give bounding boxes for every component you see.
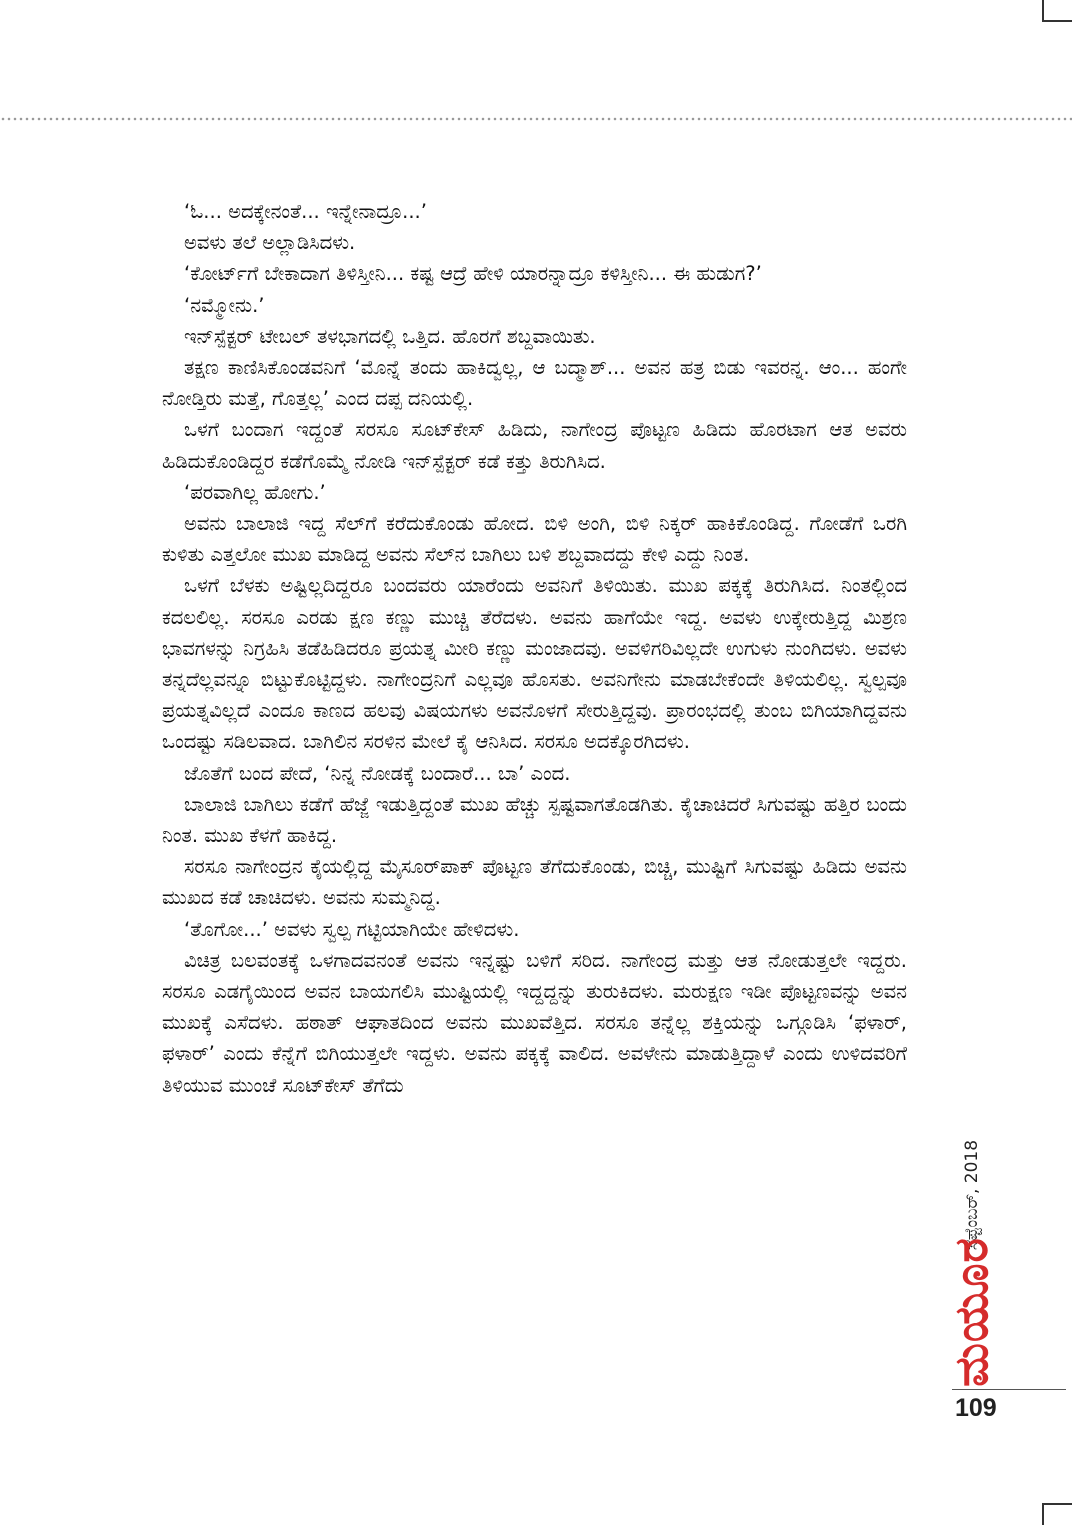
issue-date: ಸೆಪ್ಟೆಂಬರ್, 2018 <box>962 1139 982 1251</box>
paragraph: ಅವನು ಬಾಲಾಜಿ ಇದ್ದ ಸೆಲ್‌ಗೆ ಕರೆದುಕೊಂಡು ಹೋದ. ಬಿಳಿ ಅಂಗಿ, ಬಿಳಿ ನಿಕ್ಕರ್ ಹಾಕಿಕೊಂಡಿದ್ದ. ಗೋಡೆಗೆ ಒರಗಿ ಕುಳಿತು ಎತ್ತಲೋ ಮುಖ ಮಾಡಿದ್ದ ಅವನು ಸೆಲ್‌ನ ಬಾಗಿಲು ಬಳಿ ಶಬ್ದವಾದದ್ದು ಕೇಳಿ ಎದ್ದು ನಿಂತ. <box>162 512 907 567</box>
paragraph: ಒಳಗೆ ಬಂದಾಗ ಇದ್ದಂತೆ ಸರಸೂ ಸೂಟ್‌ಕೇಸ್ ಹಿಡಿದು, ನಾಗೇಂದ್ರ ಪೊಟ್ಟಣ ಹಿಡಿದು ಹೊರಟಾಗ ಆತ ಅವರು ಹಿಡಿದುಕೊಂಡಿದ್ದರ ಕಡೆಗೊಮ್ಮೆ ನೋಡಿ ಇನ್‌ಸ್ಪೆಕ್ಟರ್ ಕಡೆ ಕತ್ತು ತಿರುಗಿಸಿದ. <box>162 418 907 473</box>
paragraph: ತಕ್ಷಣ ಕಾಣಿಸಿಕೊಂಡವನಿಗೆ ‘ಮೊನ್ನೆ ತಂದು ಹಾಕಿದ್ವಲ್ಲ, ಆ ಬದ್ಮಾಶ್... ಅವನ ಹತ್ರ ಬಿಡು ಇವರನ್ನ. ಆಂ... ಹಂಗೇ ನೋಡ್ತಿರು ಮತ್ತೆ, ಗೊತ್ತಲ್ಲ’ ಎಂದ ದಪ್ಪ ದನಿಯಲ್ಲಿ. <box>162 356 907 411</box>
paragraph: ‘ನಮ್ಮೋನು.’ <box>184 293 265 317</box>
paragraph: ‘ಪರವಾಗಿಲ್ಲ ಹೋಗು.’ <box>184 480 326 504</box>
paragraph: ವಿಚಿತ್ರ ಬಲವಂತಕ್ಕೆ ಒಳಗಾದವನಂತೆ ಅವನು ಇನ್ನಷ್ಟು ಬಳಿಗೆ ಸರಿದ. ನಾಗೇಂದ್ರ ಮತ್ತು ಆತ ನೋಡುತ್ತಲೇ ಇದ್ದರು. ಸರಸೂ ಎಡಗೈಯಿಂದ ಅವನ ಬಾಯಗಲಿಸಿ ಮುಷ್ಟಿಯಲ್ಲಿ ಇದ್ದದ್ದನ್ನು ತುರುಕಿದಳು. ಮರುಕ್ಷಣ ಇಡೀ ಪೊಟ್ಟಣವನ್ನು ಅವನ ಮುಖಕ್ಕೆ ಎಸೆದಳು. ಹಠಾತ್ ಆಘಾತದಿಂದ ಅವನು ಮುಖವೆತ್ತಿದ. ಸರಸೂ ತನ್ನೆಲ್ಲ ಶಕ್ತಿಯನ್ನು ಒಗ್ಗೂಡಿಸಿ ‘ಫಳಾರ್, ಫಳಾರ್’ ಎಂದು ಕೆನ್ನೆಗೆ ಬಿಗಿಯುತ್ತಲೇ ಇದ್ದಳು. ಅವನು ಪಕ್ಕಕ್ಕೆ ವಾಲಿದ. ಅವಳೇನು ಮಾಡುತ್ತಿದ್ದಾಳೆ ಎಂದು ಉಳಿದವರಿಗೆ ತಿಳಿಯುವ ಮುಂಚೆ ಸೂಟ್‌ಕೇಸ್ ತೆಗೆದು <box>162 948 907 1097</box>
crop-mark-top-h <box>1042 20 1072 22</box>
paragraph: ಜೊತೆಗೆ ಬಂದ ಪೇದೆ, ‘ನಿನ್ನ ನೋಡಕ್ಕೆ ಬಂದಾರೆ... ಬಾ’ ಎಂದ. <box>184 761 571 785</box>
magazine-name: ಮಯೂರ <box>944 1237 998 1387</box>
paragraph: ಇನ್‌ಸ್ಪೆಕ್ಟರ್ ಟೇಬಲ್ ತಳಭಾಗದಲ್ಲಿ ಒತ್ತಿದ. ಹೊರಗೆ ಶಬ್ದವಾಯಿತು. <box>184 324 596 348</box>
dotted-separator <box>0 117 1072 121</box>
paragraph: ಬಾಲಾಜಿ ಬಾಗಿಲು ಕಡೆಗೆ ಹೆಜ್ಜೆ ಇಡುತ್ತಿದ್ದಂತೆ ಮುಖ ಹೆಚ್ಚು ಸ್ಪಷ್ಟವಾಗತೊಡಗಿತು. ಕೈಚಾಚಿದರೆ ಸಿಗುವಷ್ಟು ಹತ್ತಿರ ಬಂದು ನಿಂತ. ಮುಖ ಕೆಳಗೆ ಹಾಕಿದ್ದ. <box>162 792 907 848</box>
article-body <box>162 196 907 1101</box>
crop-mark-bottom <box>1042 1503 1044 1525</box>
paragraph: ಅವಳು ತಲೆ ಅಲ್ಲಾಡಿಸಿದಳು. <box>184 231 356 255</box>
paragraph: ‘ಓ... ಅದಕ್ಕೇನಂತೆ... ಇನ್ನೇನಾದ್ರೂ...’ <box>184 200 427 223</box>
paragraph: ‘ತೊಗೋ...’ ಅವಳು ಸ್ವಲ್ಪ ಗಟ್ಟಿಯಾಗಿಯೇ ಹೇಳಿದಳು. <box>184 917 520 941</box>
paragraph: ಒಳಗೆ ಬೆಳಕು ಅಷ್ಟಿಲ್ಲದಿದ್ದರೂ ಬಂದವರು ಯಾರೆಂದು ಅವನಿಗೆ ತಿಳಿಯಿತು. ಮುಖ ಪಕ್ಕಕ್ಕೆ ತಿರುಗಿಸಿದ. ನಿಂತಲ್ಲಿಂದ ಕದಲಲಿಲ್ಲ. ಸರಸೂ ಎರಡು ಕ್ಷಣ ಕಣ್ಣು ಮುಚ್ಚಿ ತೆರೆದಳು. ಅವನು ಹಾಗೆಯೇ ಇದ್ದ. ಅವಳು ಉಕ್ಕೇರುತ್ತಿದ್ದ ಮಿಶ್ರಣ ಭಾವಗಳನ್ನು ನಿಗ್ರಹಿಸಿ ತಡೆಹಿಡಿದರೂ ಪ್ರಯತ್ನ ಮೀರಿ ಕಣ್ಣು ಮಂಜಾದವು. ಅವಳಿಗರಿವಿಲ್ಲದೇ ಉಗುಳು ನುಂಗಿದಳು. ಅವಳು ತನ್ನದೆಲ್ಲವನ್ನೂ ಬಿಟ್ಟುಕೊಟ್ಟಿದ್ದಳು. ನಾಗೇಂದ್ರನಿಗೆ ಎಲ್ಲವೂ ಹೊಸತು. ಅವನಿಗೇನು ಮಾಡಬೇಕೆಂದೇ ತಿಳಿಯಲಿಲ್ಲ. ಸ್ವಲ್ಪವೂ ಪ್ರಯತ್ನವಿಲ್ಲದೆ ಎಂದೂ ಕಾಣದ ಹಲವು ವಿಷಯಗಳು ಅವನೊಳಗೆ ಸೇರುತ್ತಿದ್ದವು. ಪ್ರಾರಂಭದಲ್ಲಿ ತುಂಬ ಬಿಗಿಯಾಗಿದ್ದವನು ಒಂದಷ್ಟು ಸಡಿಲವಾದ. ಬಾಗಿಲಿನ ಸರಳಿನ ಮೇಲೆ ಕೈ ಆನಿಸಿದ. ಸರಸೂ ಅದಕ್ಕೊರಗಿದಳು. <box>162 574 907 754</box>
page-number-rule <box>952 1389 1066 1390</box>
page-number: 109 <box>955 1394 997 1422</box>
crop-mark-bottom-h <box>1042 1503 1072 1505</box>
crop-mark-top <box>1042 0 1044 22</box>
paragraph: ‘ಕೋರ್ಟ್‌ಗೆ ಬೇಕಾದಾಗ ತಿಳಿಸ್ತೀನಿ... ಕಷ್ಟ ಆದ್ರೆ ಹೇಳಿ ಯಾರನ್ನಾದ್ರೂ ಕಳಿಸ್ತೀನಿ... ಈ ಹುಡುಗ?’ <box>184 262 762 286</box>
paragraph: ಸರಸೂ ನಾಗೇಂದ್ರನ ಕೈಯಲ್ಲಿದ್ದ ಮೈಸೂರ್‌ಪಾಕ್ ಪೊಟ್ಟಣ ತೆಗೆದುಕೊಂಡು, ಬಿಚ್ಚಿ, ಮುಷ್ಟಿಗೆ ಸಿಗುವಷ್ಟು ಹಿಡಿದು ಅವನು ಮುಖದ ಕಡೆ ಚಾಚಿದಳು. ಅವನು ಸುಮ್ಮನಿದ್ದ. <box>162 855 907 910</box>
